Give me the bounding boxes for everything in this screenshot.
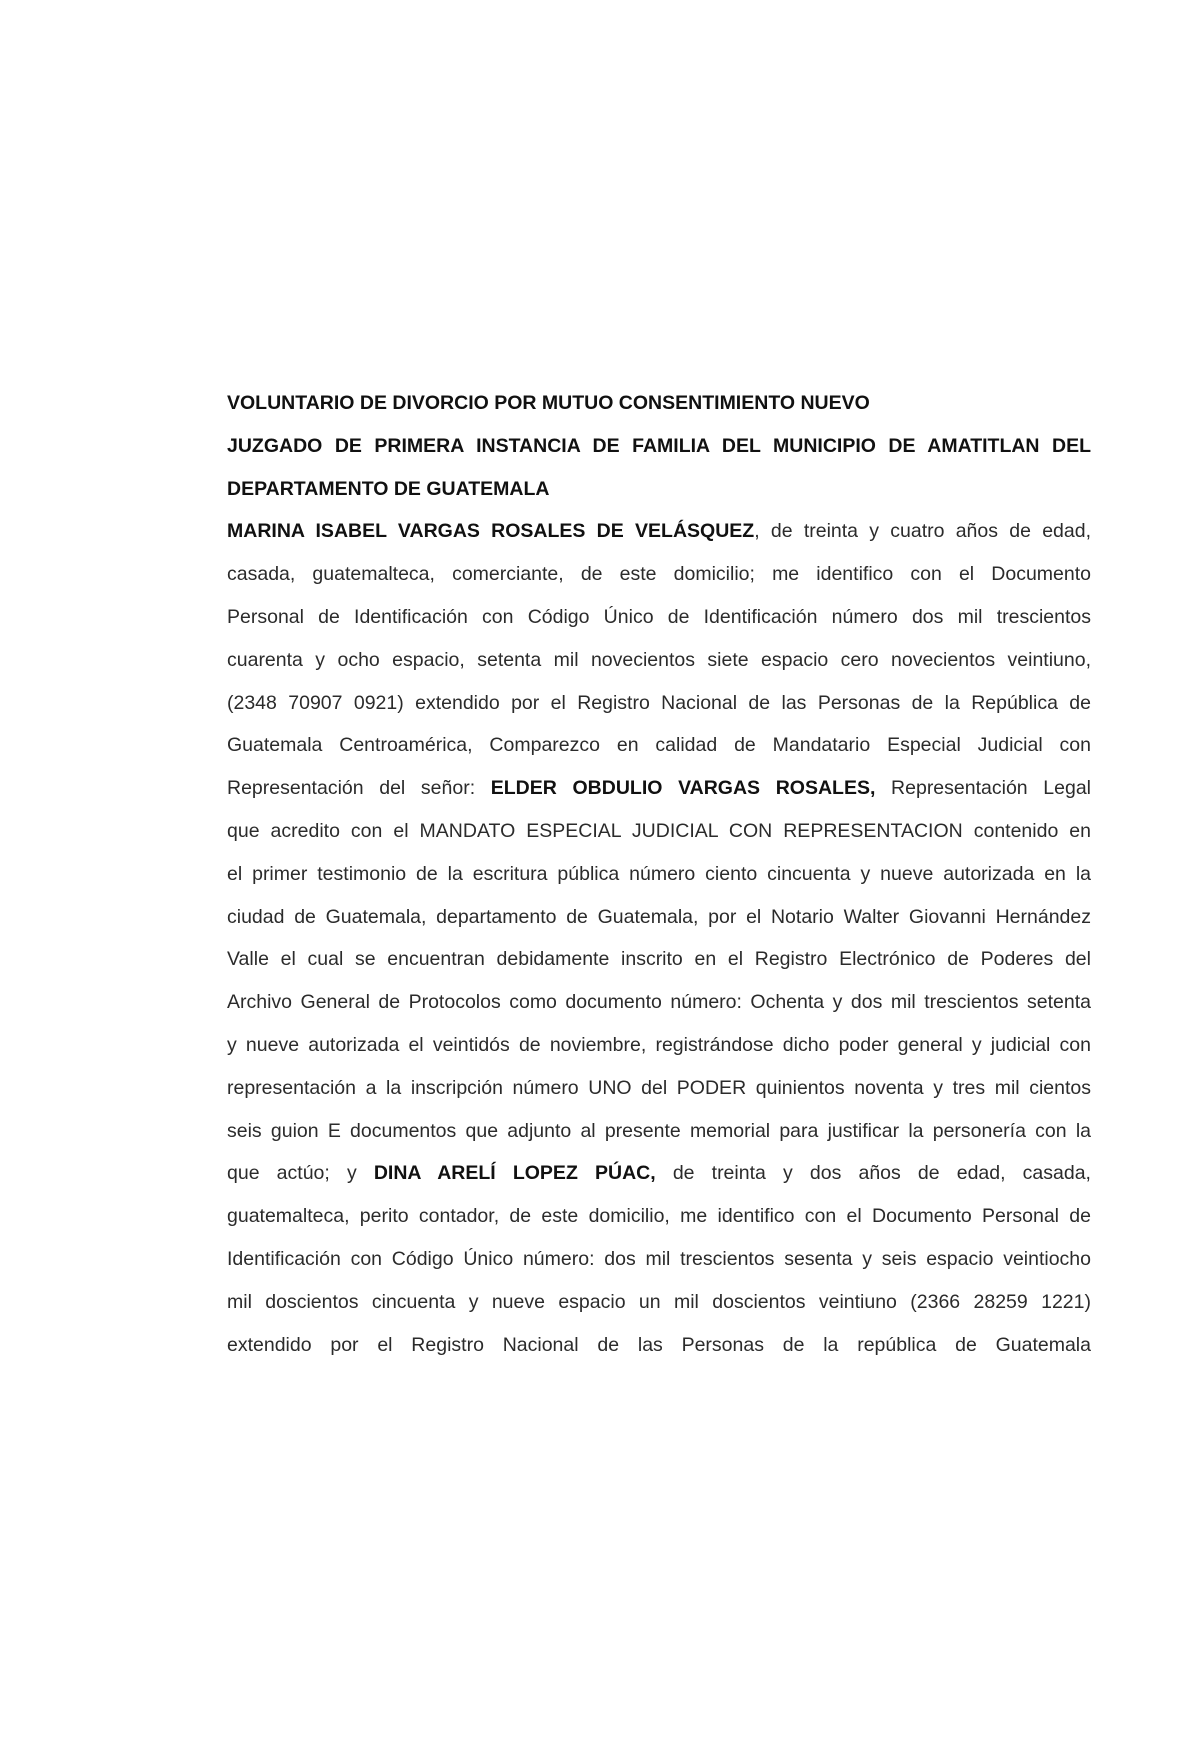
body-text: Representación del señor:	[227, 777, 491, 800]
body-text: que actúo; y	[227, 1162, 374, 1185]
body-text: seis guion E documentos que adjunto al presente memorial para justificar la personería con la	[227, 1119, 1091, 1142]
body-line	[227, 1024, 1091, 1067]
body-line	[227, 810, 1091, 853]
body-line	[227, 639, 1091, 682]
party-name: MARINA ISABEL VARGAS ROSALES DE VELÁSQUEZ	[227, 520, 755, 543]
body-text: y nueve autorizada el veintidós de noviembre, registrándose dicho poder general y judicial con	[227, 1033, 1091, 1056]
body-text: de treinta y dos años de edad, casada,	[655, 1162, 1091, 1185]
body-line	[227, 938, 1091, 981]
court-line-2: DEPARTAMENTO DE GUATEMALA	[227, 477, 550, 500]
body-text: mil doscientos cincuenta y nueve espacio un mil doscientos veintiuno (2366 28259 1221)	[227, 1290, 1091, 1313]
body-line	[227, 682, 1091, 725]
body-line	[227, 1324, 1091, 1367]
body-line	[227, 767, 1091, 810]
body-line	[227, 1067, 1091, 1110]
body-text: Personal de Identificación con Código Único de Identificación número dos mil trescientos	[227, 605, 1091, 628]
body-line	[227, 1152, 1091, 1195]
body-text: (2348 70907 0921) extendido por el Registro Nacional de las Personas de la República de	[227, 691, 1091, 714]
body-line	[227, 1281, 1091, 1324]
body-text: el primer testimonio de la escritura pública número ciento cincuenta y nueve autorizada en la	[227, 862, 1091, 885]
body-line	[227, 896, 1091, 939]
body-text: que acredito con el MANDATO ESPECIAL JUDICIAL CON REPRESENTACION contenido en	[227, 819, 1091, 842]
body-text: Representación Legal	[875, 777, 1091, 800]
body-text: Identificación con Código Único número: dos mil trescientos sesenta y seis espacio veintiocho	[227, 1247, 1091, 1270]
body-text: Archivo General de Protocolos como documento número: Ochenta y dos mil trescientos setenta	[227, 991, 1091, 1014]
body-line	[227, 724, 1091, 767]
body-line	[227, 1238, 1091, 1281]
body-line	[227, 596, 1091, 639]
body-text: Valle el cual se encuentran debidamente inscrito en el Registro Electrónico de Poderes del	[227, 948, 1091, 971]
body-line	[227, 1195, 1091, 1238]
body-paragraph	[227, 510, 1091, 1366]
body-text: , de treinta y cuatro años de edad,	[754, 520, 1091, 543]
body-line	[227, 510, 1091, 553]
body-line	[227, 853, 1091, 896]
body-text: casada, guatemalteca, comerciante, de este domicilio; me identifico con el Documento	[227, 563, 1091, 586]
body-line	[227, 981, 1091, 1024]
body-text: representación a la inscripción número UNO del PODER quinientos noventa y tres mil cientos	[227, 1076, 1091, 1099]
body-text: extendido por el Registro Nacional de las Personas de la república de Guatemala	[227, 1333, 1091, 1356]
body-line	[227, 553, 1091, 596]
body-text: cuarenta y ocho espacio, setenta mil novecientos siete espacio cero novecientos veintiuno,	[227, 648, 1091, 671]
body-text: Guatemala Centroamérica, Comparezco en calidad de Mandatario Especial Judicial con	[227, 734, 1091, 757]
body-line	[227, 1110, 1091, 1153]
party-name: DINA ARELÍ LOPEZ PÚAC,	[373, 1162, 656, 1185]
document-title: VOLUNTARIO DE DIVORCIO POR MUTUO CONSENTIMIENTO NUEVO	[227, 392, 870, 414]
court-line-1: JUZGADO DE PRIMERA INSTANCIA DE FAMILIA DEL MUNICIPIO DE AMATITLAN DEL	[227, 434, 1091, 457]
body-text: ciudad de Guatemala, departamento de Guatemala, por el Notario Walter Giovanni Hernández	[227, 905, 1091, 928]
document-body	[227, 382, 1091, 1366]
body-text: guatemalteca, perito contador, de este domicilio, me identifico con el Documento Personal de	[227, 1205, 1091, 1228]
party-name: ELDER OBDULIO VARGAS ROSALES,	[490, 777, 876, 800]
